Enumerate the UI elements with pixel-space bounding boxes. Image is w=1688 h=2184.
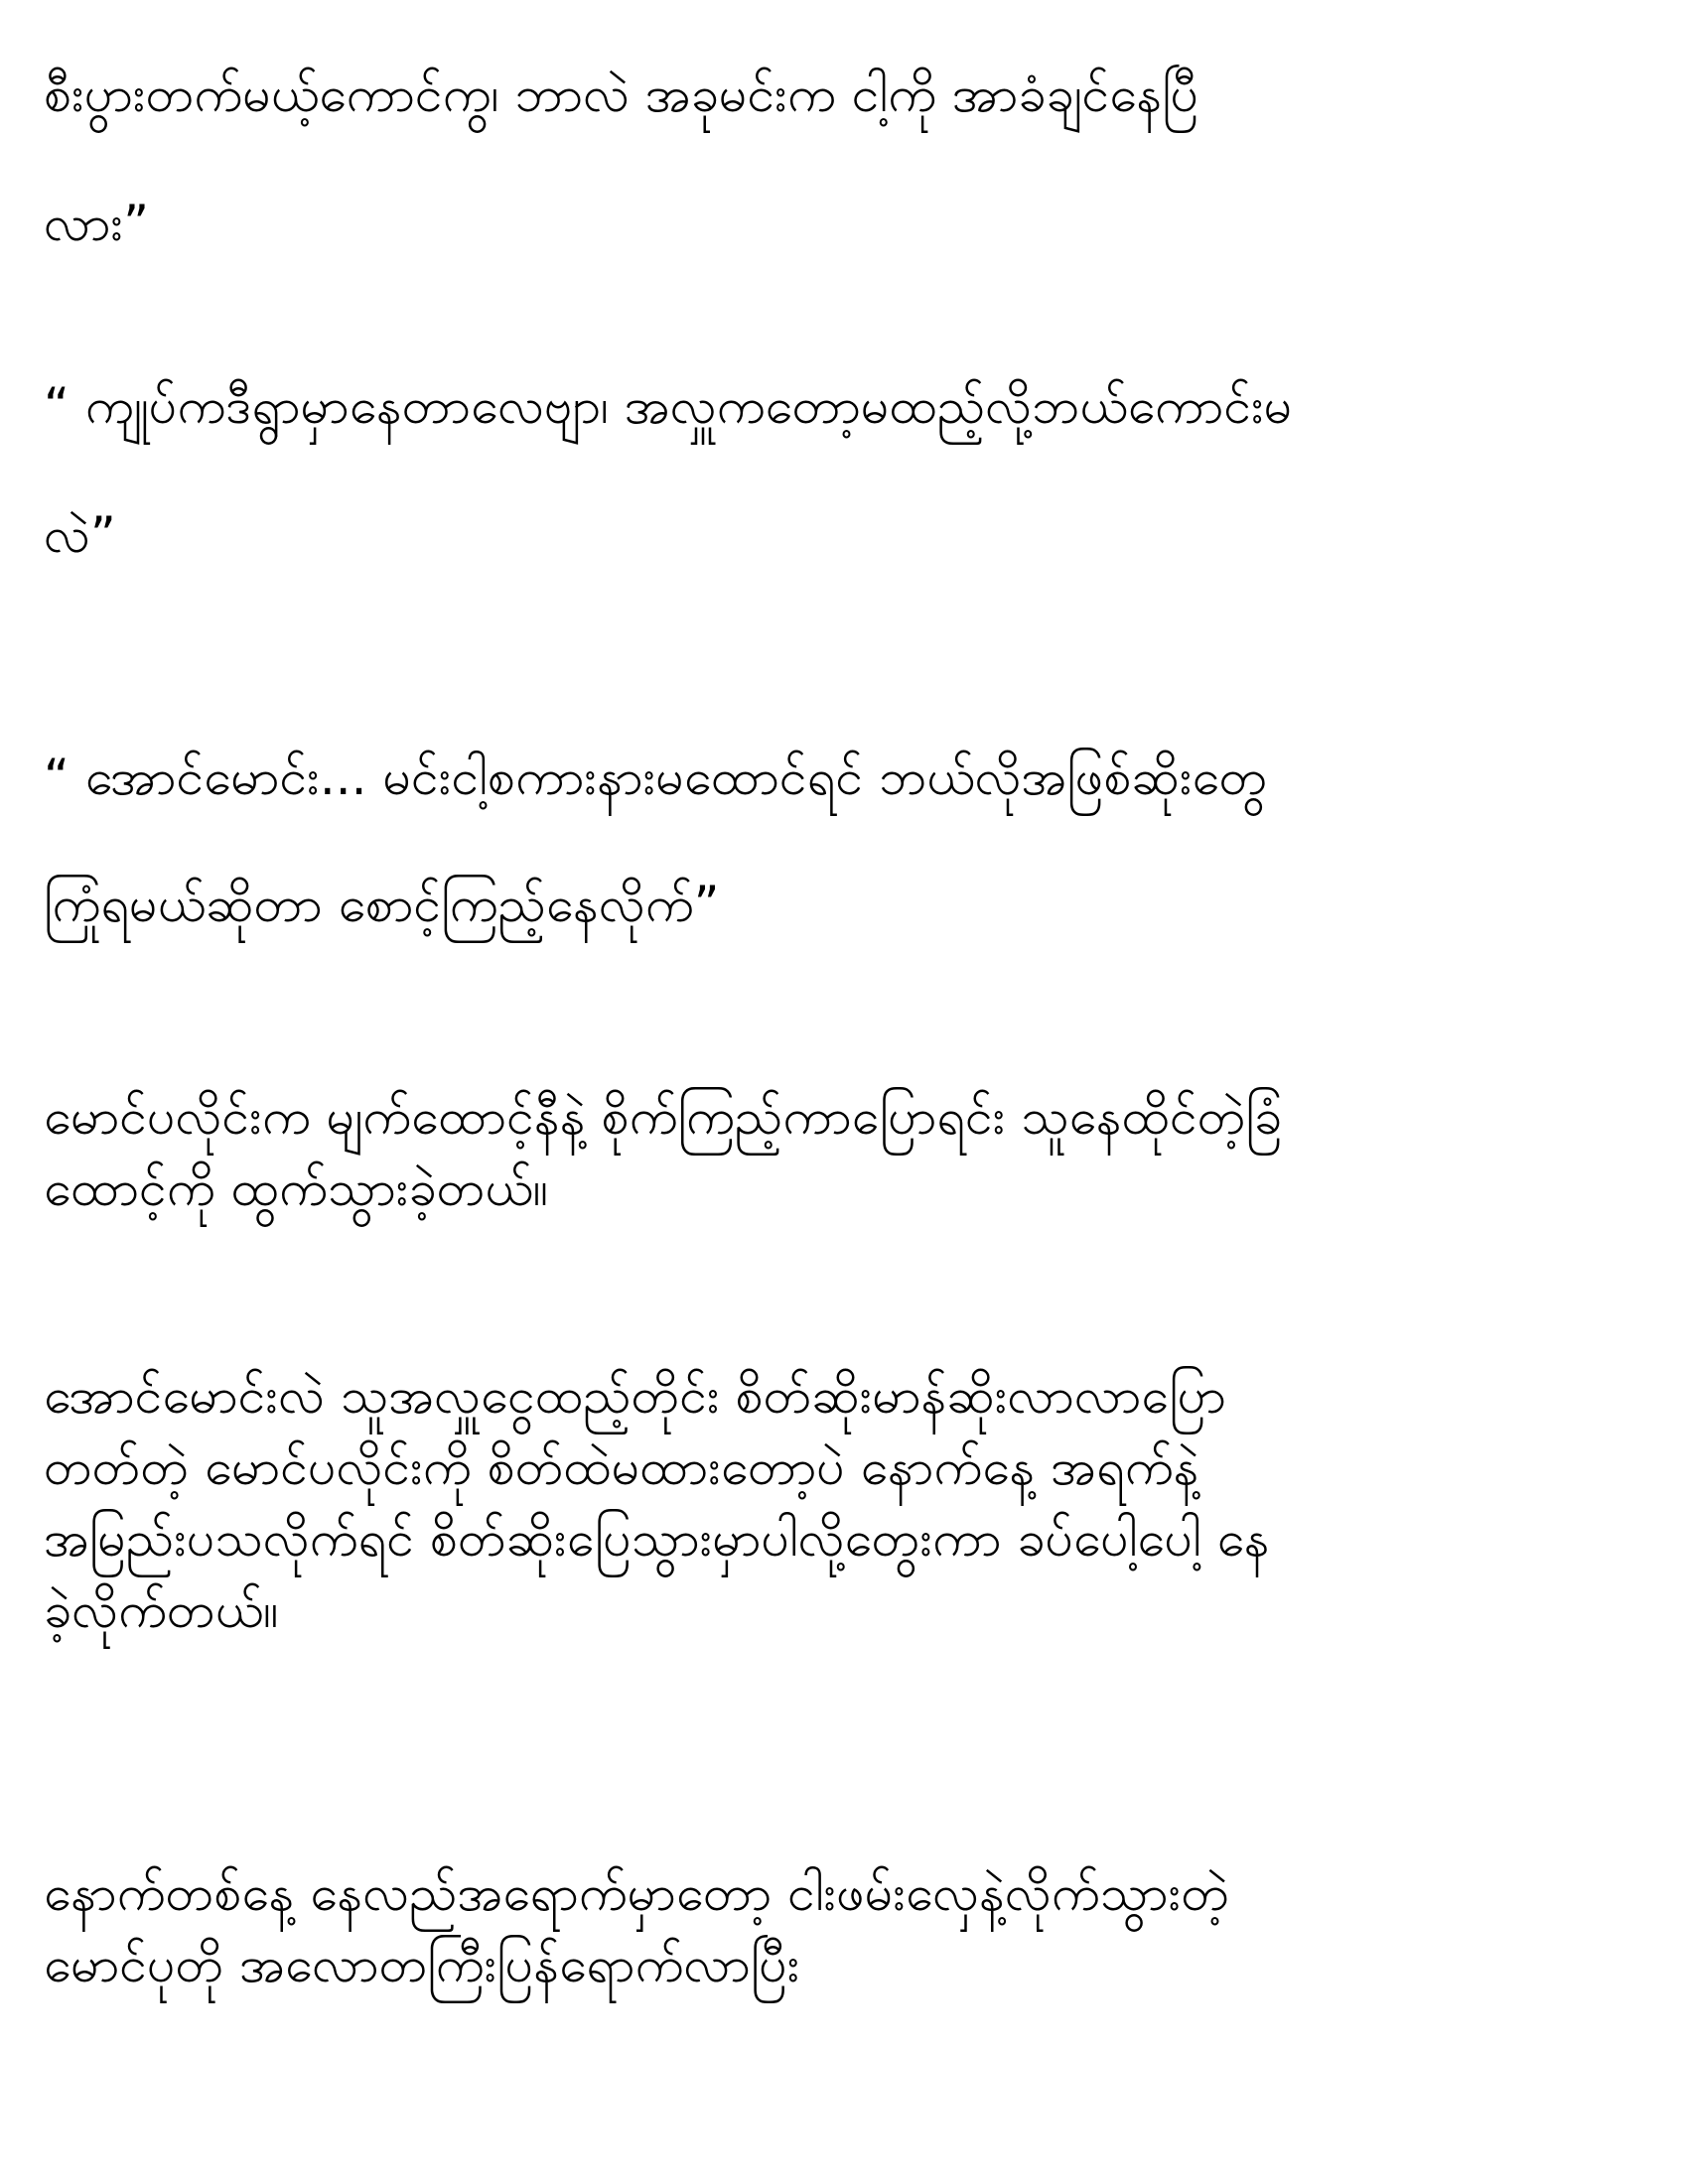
text-line: အောင်မောင်းလဲ သူအလှူငွေထည့်တိုင်း စိတ်ဆိုးမာန်ဆိုးလာလာပြော [44,1367,1226,1425]
text-line: စီးပွားတက်မယ့်ကောင်ကွ၊ ဘာလဲ အခုမင်းက ငါ့ကို အာခံချင်နေပြီ [44,66,1199,123]
text-line: ခဲ့လိုက်တယ်။ [44,1581,279,1639]
text-line: မောင်ပုတို အလောတကြီးပြန်ရောက်လာပြီး [44,1936,800,1993]
text-line: “ အောင်မောင်း... မင်းငါ့စကားနားမထောင်ရင် ဘယ်လိုအဖြစ်ဆိုးတွေ [44,749,1268,806]
text-line: လား” [44,195,150,252]
paragraph [44,1857,1632,2000]
document-page [44,0,1632,2184]
paragraph [44,1360,1632,1646]
text-line: နောက်တစ်နေ့ နေလည်အရောက်မှာတော့ ငါးဖမ်းလှေနဲ့လိုက်သွားတဲ့ [44,1864,1229,1922]
text-line: အမြည်းပသလိုက်ရင် စိတ်ဆိုးပြေသွားမှာပါလို့တွေးကာ ခပ်ပေါ့ပေါ့ နေ [44,1510,1270,1568]
paragraph [44,58,1632,260]
text-line: ထောင့်ကို ထွက်သွားခဲ့တယ်။ [44,1160,548,1217]
paragraph [44,1081,1632,1224]
text-line: “ ကျုပ်ကဒီရွာမှာနေတာလေဗျာ၊ အလှူကတော့မထည့်လို့ဘယ်ကောင်းမ [44,377,1293,435]
text-line: ကြုံရမယ်ဆိုတာ စောင့်ကြည့်နေလိုက်” [44,876,720,933]
text-line: မောင်ပလိုင်းက မျက်ထောင့်နီနဲ့ စိုက်ကြည့်ကာပြောရင်း သူနေထိုင်တဲ့ခြံ [44,1088,1282,1146]
text-line: လဲ” [44,506,116,564]
paragraph [44,741,1632,941]
paragraph [44,369,1632,572]
text-line: တတ်တဲ့ မောင်ပလိုင်းကို စိတ်ထဲမထားတော့ပဲ နောက်နေ့ အရက်နဲ့ [44,1438,1199,1496]
